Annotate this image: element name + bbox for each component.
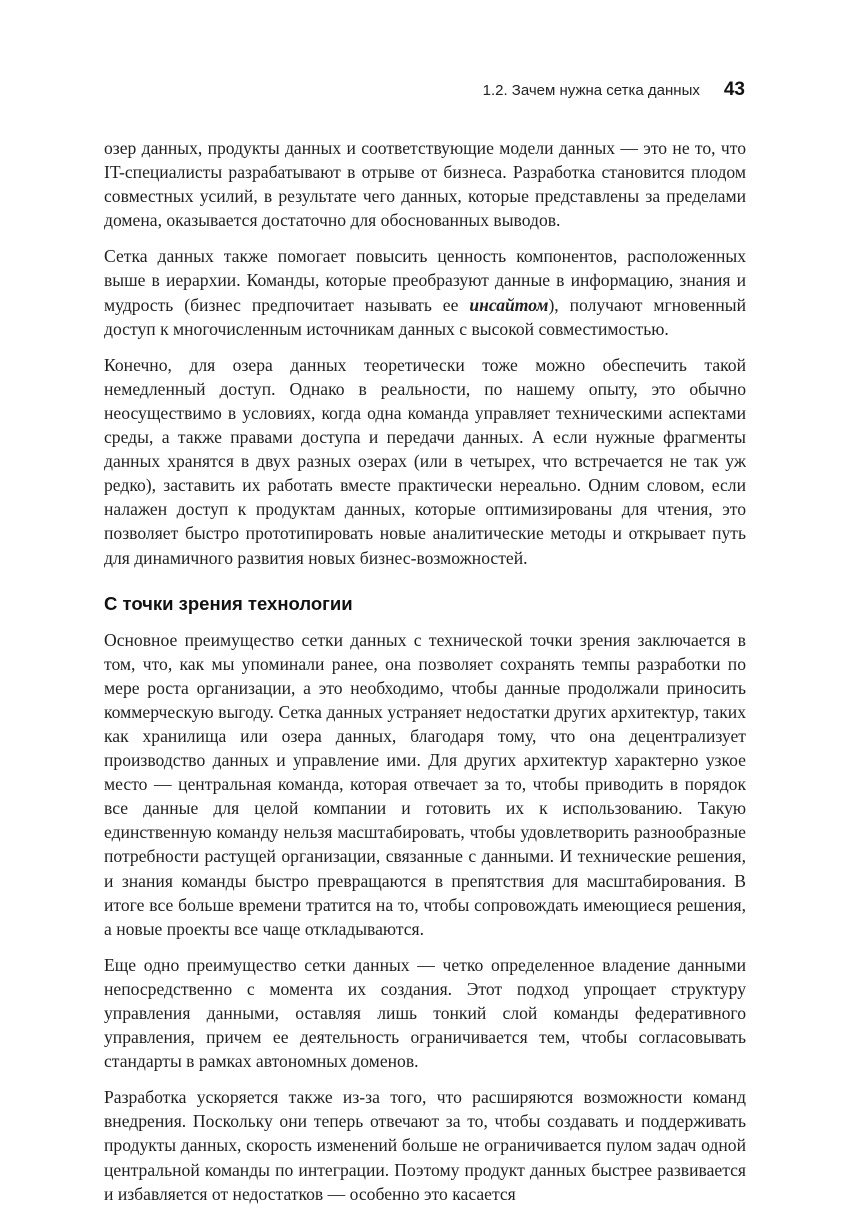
paragraph-ownership: Еще одно преимущество сетки данных — четко определенное владение данными непосредственно с момента их создания. Этот подход упрощает структуру управления данными, оставляя лишь тонкий слой команды федеративного управления, причем ее деятельность ограничивается тем, чтобы согласовывать стандарты в рамках автономных доменов. bbox=[104, 954, 746, 1072]
paragraph-continuation: озер данных, продукты данных и соответствующие модели данных — это не то, что IT-специалисты разрабатывают в отрыве от бизнеса. Разработка становится плодом совместных усилий, в результате чего данных, которые представлены за пределами домена, оказывается достаточно для обоснованных выводов. bbox=[104, 138, 746, 231]
paragraph-text-before: Сетка данных также помогает повысить ценность компонентов, расположенных выше в иерархии. Команды, которые преобразуют данные в информацию, знания и мудрость (бизнес предпочитает называть ее bbox=[104, 246, 746, 315]
paragraph-data-lake-access: Конечно, для озера данных теоретически тоже можно обеспечить такой немедленный доступ. Однако в реальности, по нашему опыту, это обычно неосуществимо в условиях, когда одна команда управляет техническими аспектами среды, а также правами доступа и передачи данных. А если нужные фрагменты данных хранятся в двух разных озерах (или в четырех, что встречается не так уж редко), заставить их работать вместе практически нереально. Одним словом, если налажен доступ к продуктам данных, которые оптимизированы для чтения, это позволяет быстро прототипировать новые аналитические методы и открывает путь для динамичного развития новых бизнес-возможностей. bbox=[104, 354, 746, 568]
paragraph-text-after: ), получают мгновенный доступ к многочисленным источникам данных с высокой совместимостью. bbox=[104, 294, 746, 339]
page-number: 43 bbox=[723, 79, 745, 100]
running-header bbox=[104, 76, 745, 104]
page-body bbox=[104, 136, 746, 1218]
emphasis-term: инсайтом bbox=[469, 294, 549, 315]
running-header-title: 1.2. Зачем нужна сетка данных bbox=[482, 81, 700, 99]
paragraph-tech-advantage: Основное преимущество сетки данных с технической точки зрения заключается в том, что, как мы упоминали ранее, она позволяет сохранять темпы разработки по мере роста организации, а это необходимо, чтобы данные продолжали приносить коммерческую выгоду. Сетка данных устраняет недостатки других архитектур, таких как хранилища или озера данных, благодаря тому, что она децентрализует производство данных и управление ими. Для других архитектур характерно узкое место — центральная команда, которая отвечает за то, чтобы приводить в порядок все данные для целой компании и готовить их к использованию. Такую единственную команду нельзя масштабировать, чтобы удовлетворить разнообразные потребности растущей организации, связанные с данными. И технические решения, и знания команды быстро превращаются в препятствия для масштабирования. В итоге все больше времени тратится на то, чтобы сопровождать имеющиеся решения, а новые проекты все чаще откладываются. bbox=[104, 629, 746, 939]
paragraph-development-speed: Разработка ускоряется также из-за того, что расширяются возможности команд внедрения. Поскольку они теперь отвечают за то, чтобы создавать и поддерживать продукты данных, скорость изменений больше не ограничивается пулом задач одной центральной команды по интеграции. Поэтому продукт данных быстрее развивается и избавляется от недостатков — особенно это касается bbox=[104, 1087, 746, 1204]
paragraph-value-hierarchy bbox=[104, 244, 746, 340]
section-heading: С точки зрения технологии bbox=[104, 592, 353, 614]
